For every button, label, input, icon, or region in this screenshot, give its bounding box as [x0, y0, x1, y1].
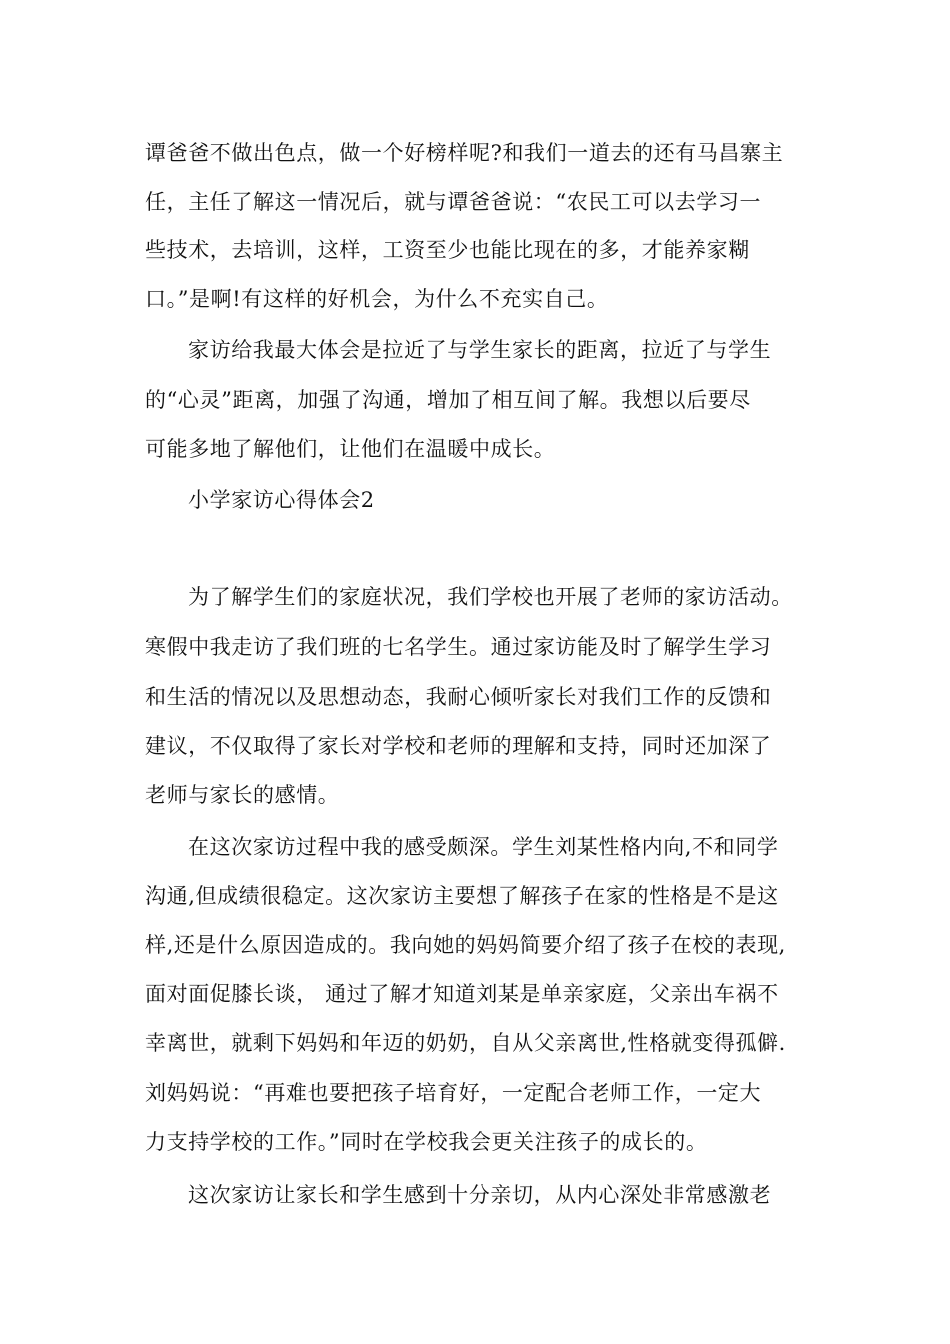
paragraph-start-line: 这次家访让家长和学生感到十分亲切，从内心深处非常感激老 — [188, 1183, 772, 1207]
text-line: 的“心灵”距离，加强了沟通，增加了相互间了解。我想以后要尽 — [145, 388, 751, 412]
paragraph-start-line: 在这次家访过程中我的感受颇深。学生刘某性格内向,不和同学 — [188, 835, 779, 859]
text-line: 力支持学校的工作。”同时在学校我会更关注孩子的成长的。 — [145, 1130, 708, 1154]
text-line: 可能多地了解他们，让他们在温暖中成长。 — [145, 437, 556, 461]
text-line: 和生活的情况以及思想动态，我耐心倾听家长对我们工作的反馈和 — [145, 685, 772, 709]
text-line: 任，主任了解这一情况后，就与谭爸爸说：“农民工可以去学习一 — [145, 190, 762, 214]
section-heading: 小学家访心得体会2 — [188, 488, 375, 512]
paragraph-start-line: 家访给我最大体会是拉近了与学生家长的距离，拉近了与学生 — [188, 338, 772, 362]
text-line: 面对面促膝长谈， 通过了解才知道刘某是单亲家庭，父亲出车祸不 — [145, 982, 779, 1006]
text-line: 寒假中我走访了我们班的七名学生。通过家访能及时了解学生学习 — [145, 635, 772, 659]
text-line: 幸离世，就剩下妈妈和年迈的奶奶，自从父亲离世,性格就变得孤僻. — [145, 1031, 786, 1055]
text-line: 些技术，去培训，这样，工资至少也能比现在的多，才能养家糊 — [145, 238, 750, 262]
text-line: 沟通,但成绩很稳定。这次家访主要想了解孩子在家的性格是不是这 — [145, 884, 779, 908]
text-line: 样,还是什么原因造成的。我向她的妈妈简要介绍了孩子在校的表现, — [145, 933, 786, 957]
paragraph-start-line: 为了解学生们的家庭状况，我们学校也开展了老师的家访活动。 — [188, 585, 793, 609]
text-line: 老师与家长的感情。 — [145, 783, 340, 807]
text-line: 口。”是啊!有这样的好机会，为什么不充实自己。 — [145, 287, 609, 311]
text-line: 谭爸爸不做出色点，做一个好榜样呢?和我们一道去的还有马昌寨主 — [145, 141, 784, 165]
text-line: 刘妈妈说：“再难也要把孩子培育好，一定配合老师工作，一定大 — [145, 1081, 762, 1105]
text-line: 建议，不仅取得了家长对学校和老师的理解和支持，同时还加深了 — [145, 734, 772, 758]
